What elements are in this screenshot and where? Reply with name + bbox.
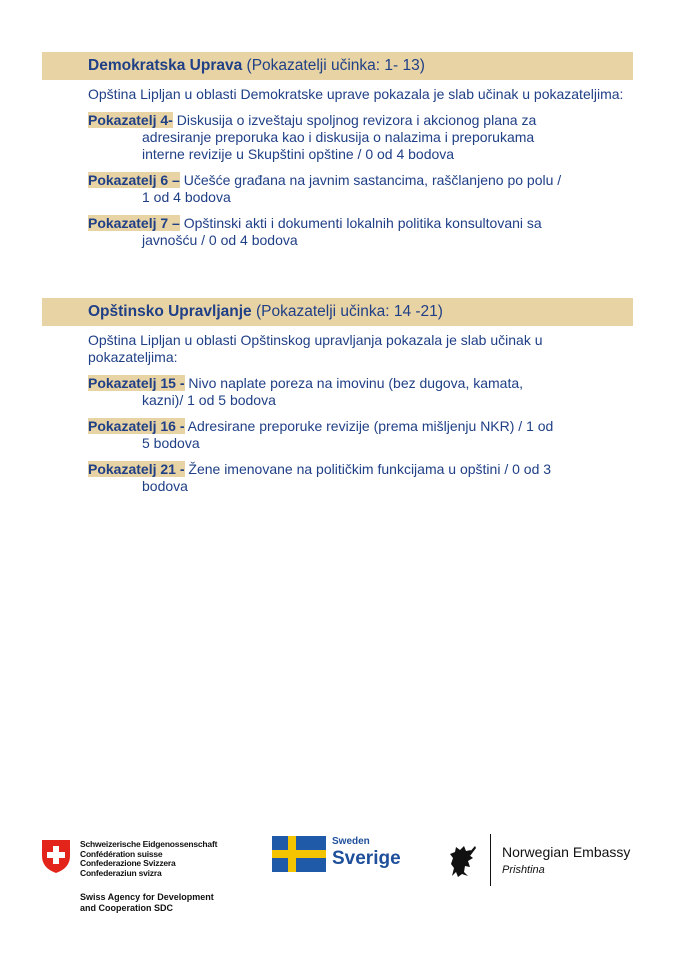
swiss-agency-text [80,892,250,914]
indicator-text-cont: kazni)/ 1 od 5 bodova [142,392,276,408]
swiss-line: Schweizerische Eidgenossenschaft [80,839,218,849]
agency-line: Swiss Agency for Development [80,892,214,902]
section-intro: Opština Lipljan u oblasti Opštinskog upravljanja pokazala je slab učinak u pokazateljima: [88,332,543,365]
sverige-label: Sverige [332,848,401,869]
indicator-text: Diskusija o izveštaju spoljnog revizora i akcionog plana za [176,112,537,128]
indicator-text-cont: 1 od 4 bodova [142,189,231,205]
swiss-shield-icon [40,838,72,874]
indicator-text: Adresirane preporuke revizije (prema mišljenju NKR) / 1 od [187,418,554,434]
indicator-item [88,375,636,409]
section-header [42,298,633,326]
swiss-confederation-text [80,840,240,878]
section-intro: Opština Lipljan u oblasti Demokratske uprave pokazala je slab učinak u pokazateljima: [88,86,624,102]
indicator-label: Pokazatelj 15 - [88,375,185,391]
indicator-label: Pokazatelj 21 - [88,461,185,477]
swiss-line: Confédération suisse [80,848,163,859]
sweden-text [332,836,401,870]
indicator-label: Pokazatelj 7 – [88,215,180,231]
indicator-item [88,215,636,249]
indicator-text: Nivo naplate poreza na imovinu (bez dugova, kamata, [188,375,524,391]
section-democratic-governance [42,52,633,249]
indicator-text-cont: bodova [142,478,188,494]
section-subtitle: (Pokazatelji učinka: 1- 13) [246,57,425,74]
swiss-line: Confederaziun svizra [80,867,162,878]
sponsor-logos [0,828,676,928]
indicator-text-cont: javnošću / 0 od 4 bodova [142,232,298,248]
norwegian-embassy-title: Norwegian Embassy [502,844,631,860]
indicator-text: Žene imenovane na političkim funkcijama u opštini / 0 od 3 [188,461,552,477]
swiss-line: Confederazione Svizzera [80,858,176,868]
indicator-item [88,172,636,206]
indicator-item [88,112,636,163]
indicator-item [88,461,636,495]
divider [490,834,491,886]
sweden-label: Sweden [332,836,370,847]
section-subtitle: (Pokazatelji učinka: 14 -21) [255,303,443,320]
section-title: Opštinsko Upravljanje [88,303,252,320]
indicator-item [88,418,636,452]
indicator-text: Opštinski akti i dokumenti lokalnih politika konsultovani sa [183,215,542,231]
swedish-flag-icon [272,836,326,872]
indicator-label: Pokazatelj 4- [88,112,173,128]
indicator-text-cont: interne revizije u Skupštini opštine / 0 od 4 bodova [142,146,455,162]
indicator-label: Pokazatelj 16 - [88,418,185,434]
sweden-logo [272,836,401,877]
norwegian-embassy-city: Prishtina [502,864,545,876]
indicator-label: Pokazatelj 6 – [88,172,180,188]
indicator-text-cont: adresiranje preporuka kao i diskusija o nalazima i preporukama [142,129,535,145]
agency-line: and Cooperation SDC [80,903,174,913]
indicator-text-cont: 5 bodova [142,435,200,451]
section-header [42,52,633,80]
section-municipal-management [42,298,633,495]
section-title: Demokratska Uprava [88,57,243,74]
indicator-text: Učešće građana na javnim sastancima, raščlanjeno po polu / [183,172,562,188]
norwegian-lion-icon [446,842,478,882]
